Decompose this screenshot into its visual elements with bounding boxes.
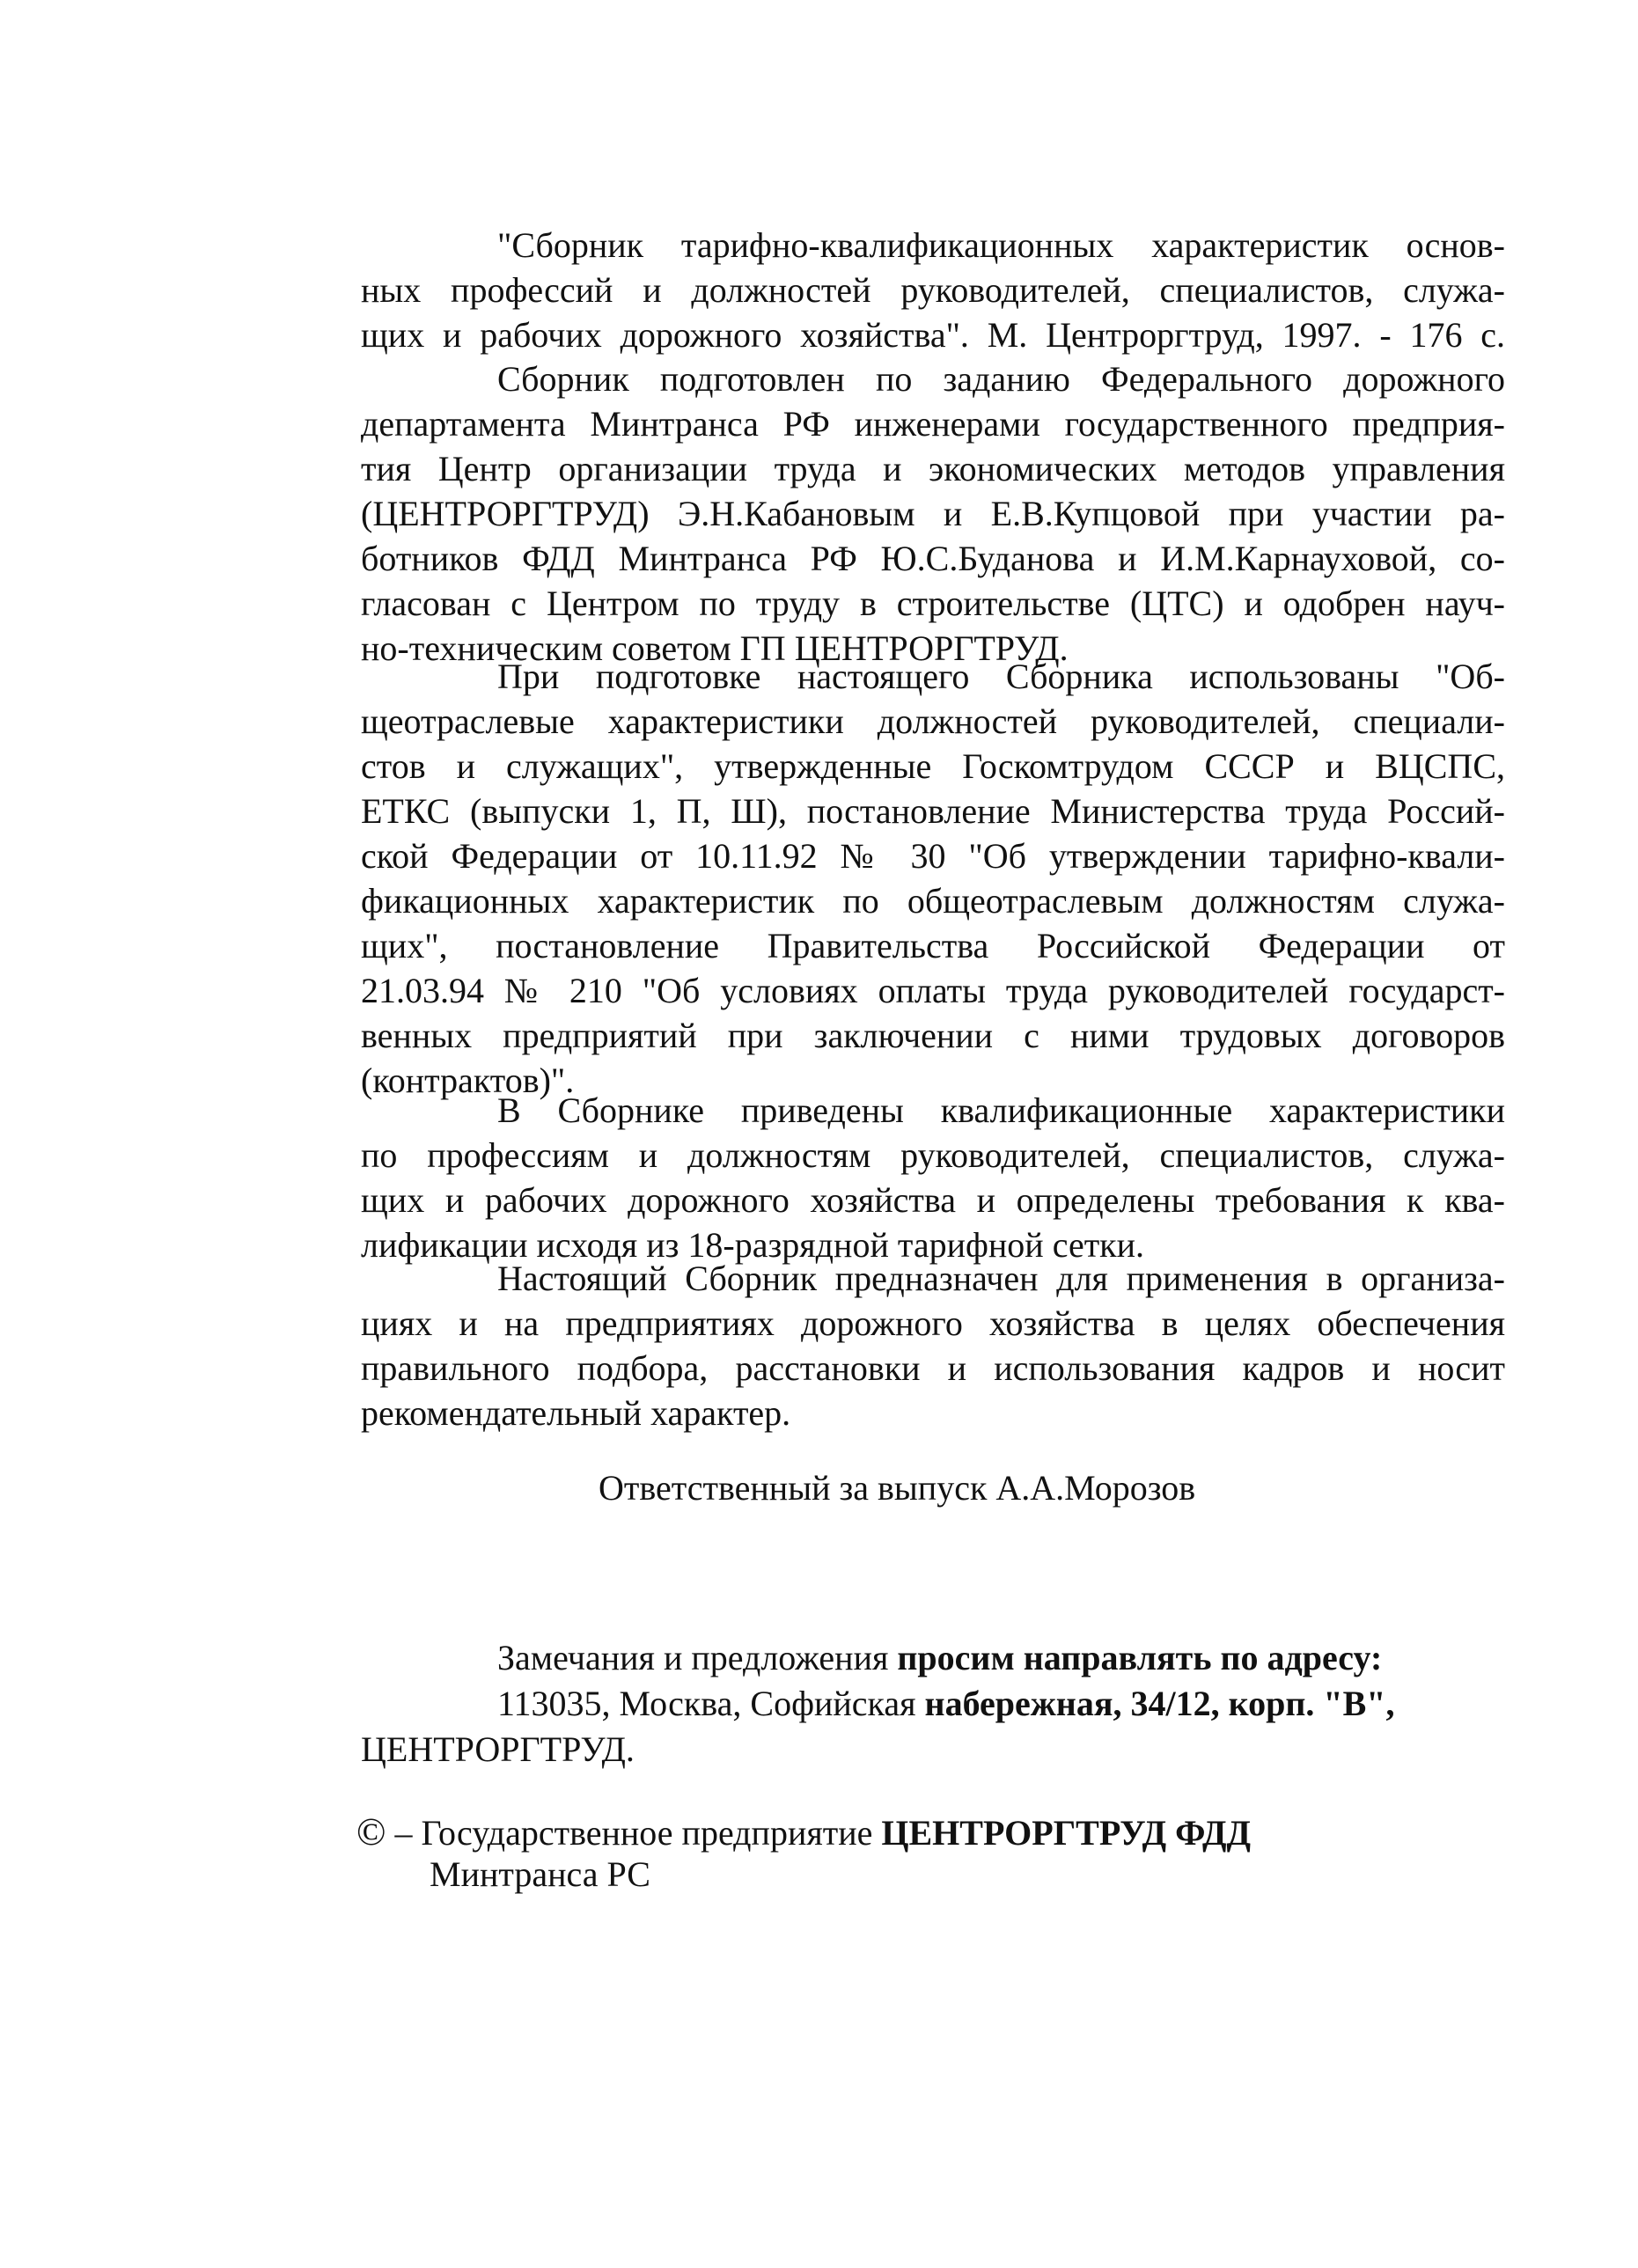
feedback-line: Замечания и предложения просим направлять по адресу: [497,1638,1383,1677]
text-line: щеотраслевые характеристики должностей руководителей, специали- [361,701,1505,741]
text-line: щих и рабочих дорожного хозяйства". М. Центроргтруд, 1997. - 176 с. [361,315,1505,355]
copyright-icon: © [356,1810,386,1853]
intro-paragraph [361,223,1505,357]
text-line: департамента Минтранса РФ инженерами государственного предприя- [361,404,1505,444]
text-line: тия Центр организации труда и экономических методов управления [361,449,1505,488]
purpose-paragraph [361,1256,1505,1435]
text-line: В Сборнике приведены квалификационные характеристики [497,1090,1505,1130]
prepared-paragraph [361,356,1505,671]
text-line: по профессиям и должностям руководителей, специалистов, служа- [361,1135,1505,1175]
text-line: ЕТКС (выпуски 1, П, Ш), постановление Министерства труда Россий- [361,791,1505,831]
text-line: но-техническим советом ГП ЦЕНТРОРГТРУД. [361,628,1069,668]
text-line: циях и на предприятиях дорожного хозяйства в целях обеспечения [361,1303,1505,1343]
copyright-line: © – Государственное предприятие ЦЕНТРОРГТРУД ФДД [356,1810,1251,1853]
text-line: 21.03.94 № 210 "Об условиях оплаты труда руководителей государст- [361,971,1505,1010]
text-line: рекомендательный характер. [361,1393,791,1433]
text-line: гласован с Центром по труду в строительстве (ЦТС) и одобрен науч- [361,584,1505,623]
text-line: щих и рабочих дорожного хозяйства и определены требования к ква- [361,1180,1505,1220]
text-line: ской Федерации от 10.11.92 № 30 "Об утверждении тарифно-квали- [361,836,1505,876]
contents-paragraph [361,1088,1505,1267]
text-line: ботников ФДД Минтранса РФ Ю.С.Буданова и И.М.Карнауховой, со- [361,539,1505,578]
text-line: "Сборник тарифно-квалификационных характеристик основ- [497,225,1505,265]
copyright-line: Минтранса РС [430,1854,650,1894]
text-line: фикационных характеристик по общеотраслевым должностям служа- [361,881,1505,921]
address-line: 113035, Москва, Софийская набережная, 34/12, корп. "В", [497,1684,1395,1723]
text-line: При подготовке настоящего Сборника использованы "Об- [497,657,1505,696]
text-line: лификации исходя из 18-разрядной тарифной сетки. [361,1225,1145,1265]
text-line: венных предприятий при заключении с ними трудовых договоров [361,1016,1505,1055]
text-line: Сборник подготовлен по заданию Федерального дорожного [497,359,1505,399]
text-line: стов и служащих", утвержденные Госкомтрудом СССР и ВЦСПС, [361,746,1505,786]
text-line: (ЦЕНТРОРГТРУД) Э.Н.Кабановым и Е.В.Купцовой при участии ра- [361,494,1505,533]
text-line: правильного подбора, расстановки и использования кадров и носит [361,1348,1505,1388]
text-line: щих", постановление Правительства Российской Федерации от [361,926,1505,965]
text-line: Настоящий Сборник предназначен для применения в организа- [497,1259,1505,1298]
text-line: (контрактов)". [361,1061,575,1100]
sources-paragraph [361,654,1505,1103]
organization-name: ЦЕНТРОРГТРУД. [361,1729,635,1769]
responsible-editor: Ответственный за выпуск А.А.Морозов [599,1468,1196,1508]
text-line: ных профессий и должностей руководителей, специалистов, служа- [361,270,1505,310]
